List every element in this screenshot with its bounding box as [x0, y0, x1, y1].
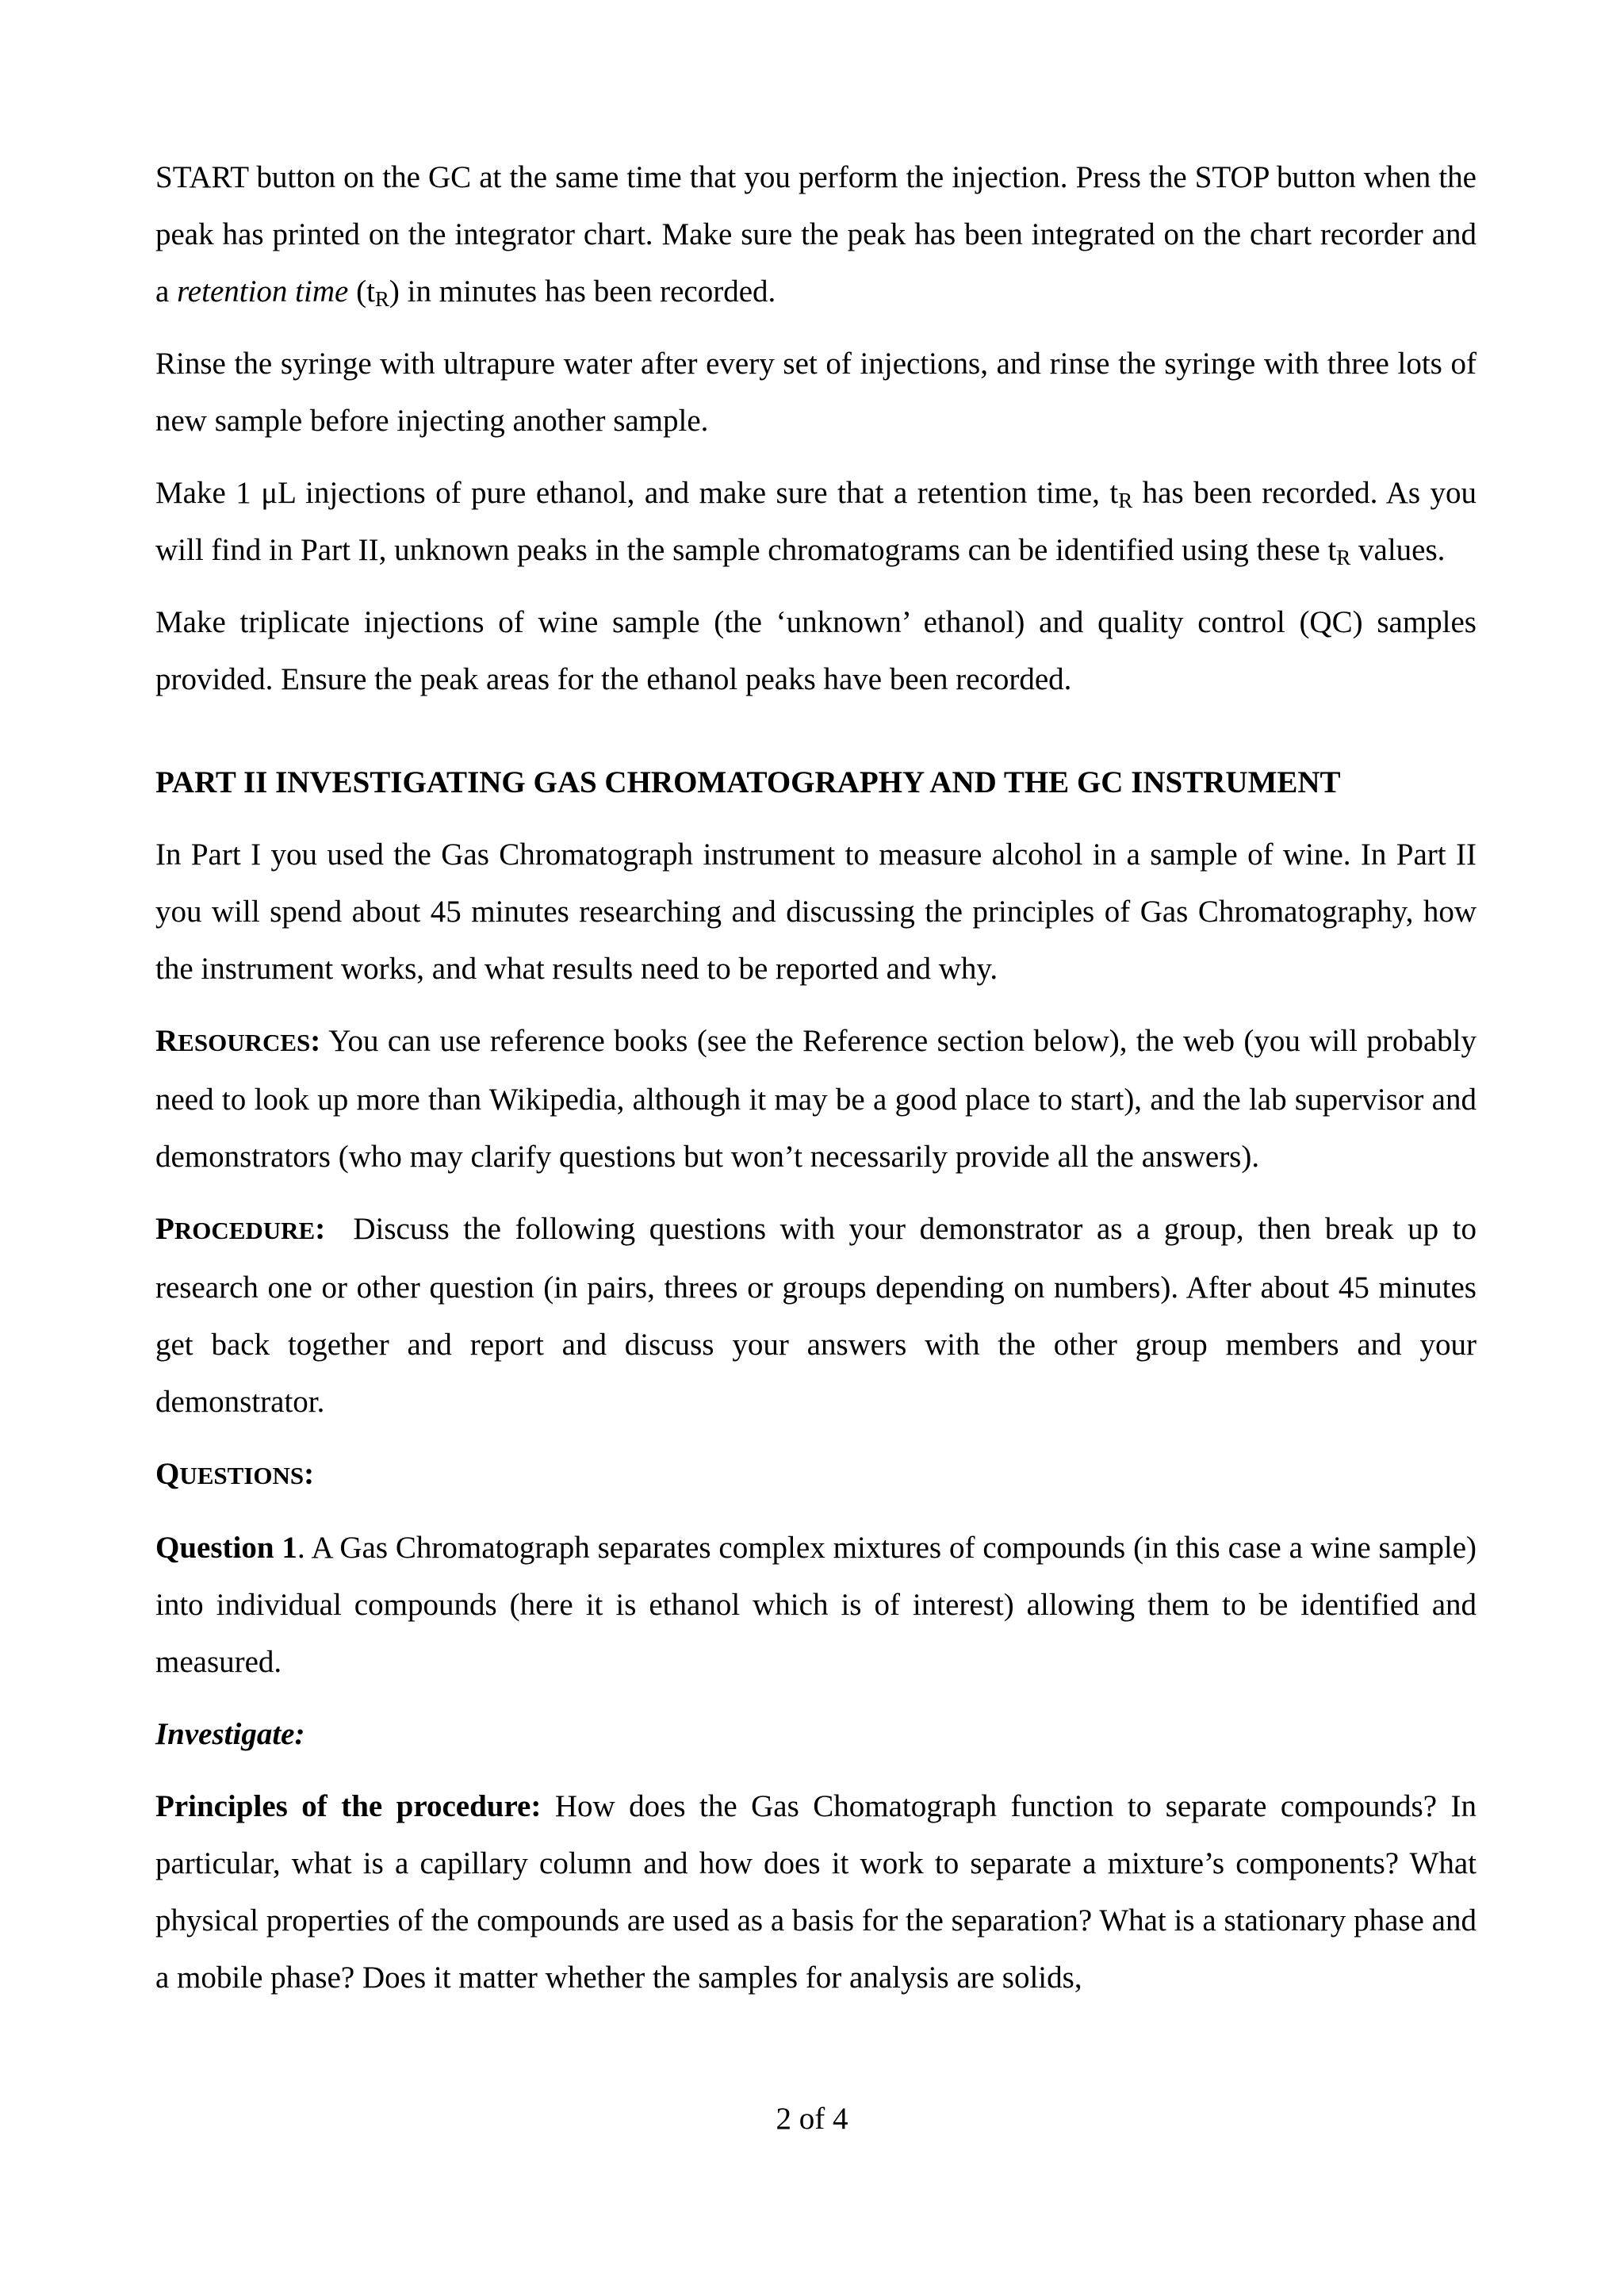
paragraph-procedure: PROCEDURE: Discuss the following questions with your demonstrator as a group, then break up to research one or other question (in pairs, threes or groups depending on numbers). After about 45 minutes get back together and report and discuss your answers with the other group members and your demonstrator.	[155, 1212, 1484, 1419]
procedure-label: PROCEDURE:	[155, 1212, 326, 1246]
subscript-r: R	[1336, 546, 1351, 569]
paragraph-rinse-syringe: Rinse the syringe with ultrapure water after every set of injections, and rinse the syringe with three lots of new sample before injecting another sample.	[155, 347, 1477, 438]
resources-label: RESOURCES:	[155, 1024, 321, 1058]
subscript-r: R	[374, 287, 389, 311]
paragraph-resources: RESOURCES: You can use reference books (see the Reference section below), the web (you will probably need to look up more than Wikipedia, although it may be a good place to start), and the lab supervisor and demonstrators (who may clarify questions but won’t necessarily provide all the answers).	[155, 1024, 1477, 1174]
paragraph-part-ii-intro: In Part I you used the Gas Chromatograph instrument to measure alcohol in a sample of wine. In Part II you will spend about 45 minutes researching and discussing the principles of Gas Chromatography, how the instrument works, and what results need to be reported and why.	[155, 838, 1477, 986]
page-number: 2 of 4	[776, 2102, 848, 2136]
investigate-heading: Investigate:	[155, 1717, 305, 1751]
paragraph-principles: Principles of the procedure: How does the Gas Chomatograph function to separate compounds? In particular, what is a capillary column and how does it work to separate a mixture’s components? What physical properties of the compounds are used as a basis for the separation? What is a stationary phase and a mobile phase? Does it matter whether the samples for analysis are solids,	[155, 1789, 1477, 1995]
subscript-r: R	[1118, 489, 1133, 512]
questions-heading: QUESTIONS:	[155, 1457, 315, 1491]
page-body	[155, 149, 1484, 2022]
principles-label: Principles of the procedure:	[155, 1789, 542, 1823]
paragraph-injection-procedure: START button on the GC at the same time that you perform the injection. Press the STOP button when the peak has printed on the integrator chart. Make sure the peak has been integrated on the chart recorder and a retention time $(t_R)$ in minutes has been recorded.	[155, 160, 1477, 311]
paragraph-triplicate-injections: Make triplicate injections of wine sample (the ‘unknown’ ethanol) and quality control (QC) samples provided. Ensure the peak areas for the ethanol peaks have been recorded.	[155, 605, 1477, 696]
paragraph-pure-ethanol: Make 1 μL injections of pure ethanol, and make sure that a retention time, $t_R$ has been recorded. As you will find in Part II, unknown peaks in the sample chromatograms can be identified using these $t_R$ values.	[155, 476, 1477, 569]
section-heading-part-ii: PART II INVESTIGATING GAS CHROMATOGRAPHY AND THE GC INSTRUMENT	[155, 765, 1341, 799]
question-1-label: Question 1	[155, 1531, 297, 1565]
paragraph-question-1: Question 1. A Gas Chromatograph separates complex mixtures of compounds (in this case a wine sample) into individual compounds (here it is ethanol which is of interest) allowing them to be identified and measured.	[155, 1531, 1477, 1679]
retention-time-term: retention time	[177, 274, 349, 309]
